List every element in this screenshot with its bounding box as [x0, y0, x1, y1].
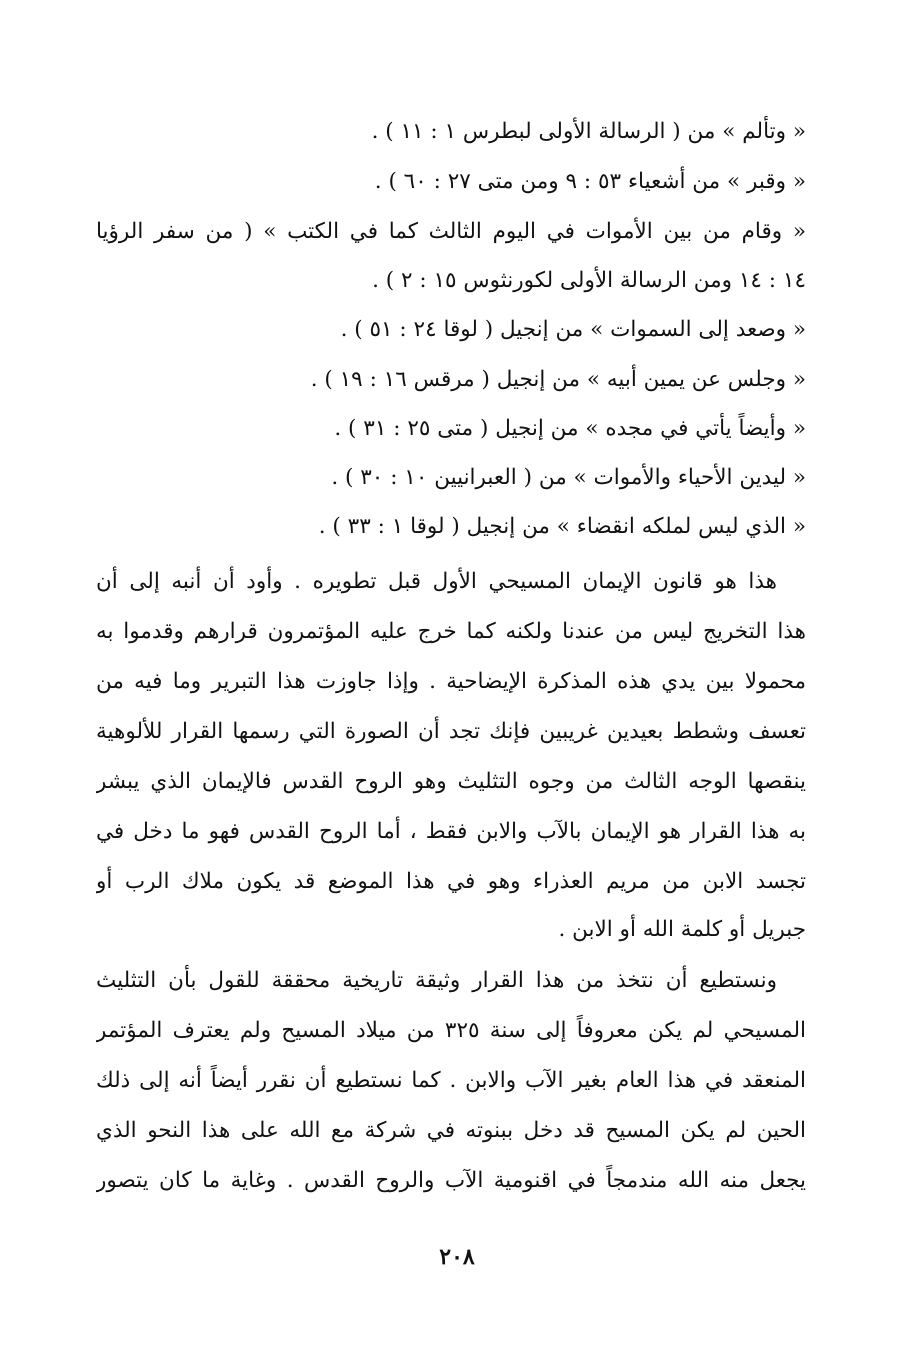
paragraph-line: المسيحي لم يكن معروفاً إلى سنة ٣٢٥ من ميلاد المسيح ولم يعترف المؤتمر	[96, 1018, 806, 1043]
quote-line: « وصعد إلى السموات » من إنجيل ( لوقا ٢٤ : ٥١ ) .	[340, 317, 806, 342]
paragraph-line: محمولا بين يدي هذه المذكرة الإيضاحية . وإذا جاوزت هذا التبرير وما فيه من	[96, 669, 806, 694]
paragraph-line: تعسف وشطط بعيدين غريبين فإنك تجد أن الصورة التي رسمها القرار للألوهية	[96, 719, 806, 744]
quote-line: « وقام من بين الأموات في اليوم الثالث كما في الكتب » ( من سفر الرؤيا	[96, 219, 806, 244]
paragraph-line: الحين لم يكن المسيح قد دخل ببنوته في شركة مع الله على هذا النحو الذي	[96, 1118, 806, 1143]
quote-line: « الذي ليس لملكه انقضاء » من إنجيل ( لوقا ١ : ٣٣ ) .	[318, 514, 806, 539]
quote-line: « وتألم » من ( الرسالة الأولى لبطرس ١ : ١١ ) .	[371, 119, 806, 144]
paragraph-line: هذا التخريج ليس من عندنا ولكنه كما خرج عليه المؤتمرون قرارهم وقدموا به	[96, 619, 806, 644]
quote-line: « وقبر » من أشعياء ٥٣ : ٩ ومن متى ٢٧ : ٦٠ ) .	[374, 169, 806, 194]
paragraph-line: به هذا القرار هو الإيمان بالآب والابن فقط ، أما الروح القدس فهو ما دخل في	[96, 819, 806, 844]
paragraph-line: هذا هو قانون الإيمان المسيحي الأول قبل تطويره . وأود أن أنبه إلى أن	[96, 569, 777, 594]
paragraph-line: المنعقد في هذا العام بغير الآب والابن . كما نستطيع أن نقرر أيضاً أنه إلى ذلك	[96, 1068, 806, 1093]
paragraph-line: يجعل منه الله مندمجاً في اقنومية الآب والروح القدس . وغاية ما كان يتصور	[96, 1168, 806, 1193]
paragraph-line: تجسد الابن من مريم العذراء وهو في هذا الموضع قد يكون ملاك الرب أو	[96, 869, 806, 894]
paragraph-line: ينقصها الوجه الثالث من وجوه التثليث وهو الروح القدس فالإيمان الذي يبشر	[96, 769, 806, 794]
quote-line: « وجلس عن يمين أبيه » من إنجيل ( مرقس ١٦ : ١٩ ) .	[310, 367, 806, 392]
paragraph-line: ونستطيع أن نتخذ من هذا القرار وثيقة تاريخية محققة للقول بأن التثليث	[96, 968, 777, 993]
page-number: ٢٠٨	[439, 1244, 475, 1270]
quote-line: « ليدين الأحياء والأموات » من ( العبرانيين ١٠ : ٣٠ ) .	[331, 465, 806, 490]
paragraph-line: جبريل أو كلمة الله أو الابن .	[558, 917, 806, 942]
quote-line: « وأيضاً يأتي في مجده » من إنجيل ( متى ٢٥ : ٣١ ) .	[334, 416, 806, 441]
quote-line: ١٤ : ١٤ ومن الرسالة الأولى لكورنثوس ١٥ : ٢ ) .	[372, 268, 806, 293]
